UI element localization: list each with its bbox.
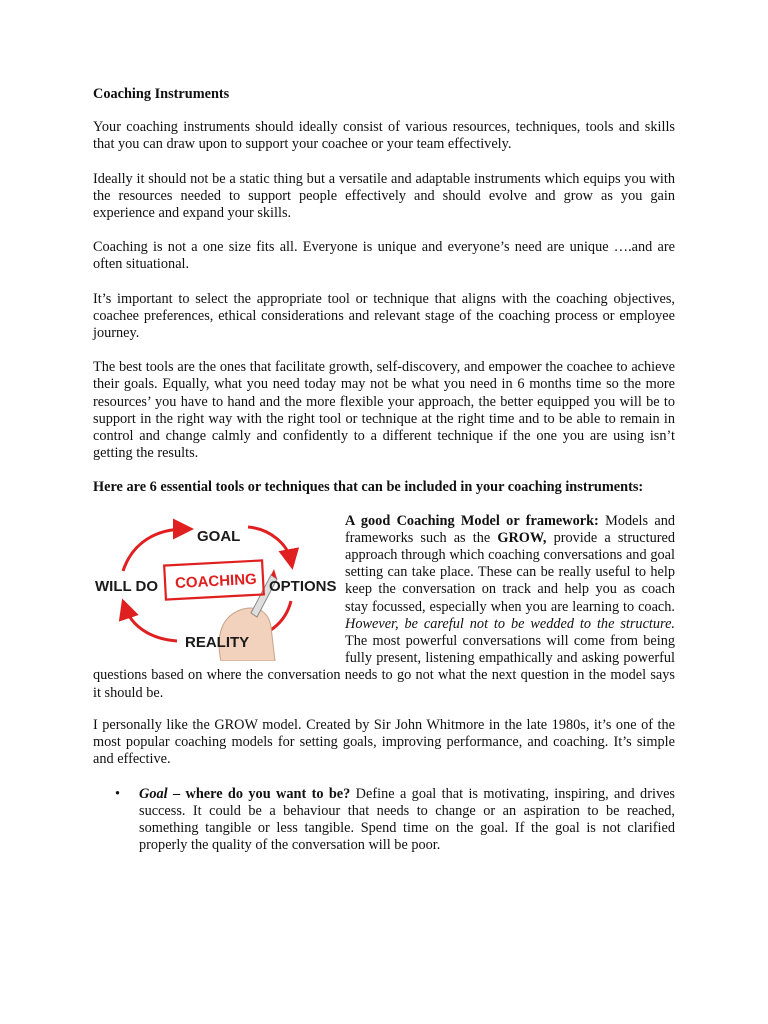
coaching-label: COACHING: [174, 570, 258, 592]
grow-steps-list: [93, 786, 675, 855]
arrow-reality-to-will-do: [125, 607, 177, 641]
paragraph-instruments: Your coaching instruments should ideally consist of various resources, techniques, tools and skills that you can draw upon to support your coachee or your team effectively.: [93, 119, 675, 153]
arrow-goal-to-options: [248, 527, 291, 561]
bullet-icon: •: [115, 785, 121, 802]
goal-question: – where do you want to be?: [167, 785, 351, 802]
model-section-text-3: The most powerful conversations will come from being fully present, listening empathically and asking powerful questions based on where the conversation needs to go not what the next question in the model says it should be.: [93, 633, 675, 701]
paragraph-select-tool: It’s important to select the appropriate tool or technique that aligns with the coaching objectives, coachee preferences, ethical considerations and relevant stage of the coaching process or employee journey.: [93, 290, 675, 342]
model-section-italic: However, be careful not to be wedded to the structure.: [345, 615, 675, 632]
document-page: [93, 86, 675, 854]
document-heading: Coaching Instruments: [93, 86, 230, 102]
model-section-text-1: Models and frameworks such as the: [345, 512, 676, 546]
paragraph-best-tools: The best tools are the ones that facilitate growth, self-discovery, and empower the coachee to achieve their goals. Equally, what you need today may not be what you need in 6 months time so the more resources’ you have to hand and the more flexible your approach, the better equipped you will be to support in the right way with the right tool or technique at the right time and to be able to remain in control and change calmly and confidently to a different technique if the one you are using isn’t getting the results.: [93, 359, 675, 462]
goal-label: GOAL: [197, 527, 241, 545]
paragraph-grow-model: I personally like the GROW model. Created by Sir John Whitmore in the late 1980s, it’s one of the most popular coaching models for setting goals, improving performance, and coaching. It’s simple and effective.: [93, 716, 675, 768]
model-section-text-2: provide a structured approach through which coaching conversations and goal setting can take place. These can be really useful to help keep the conversation on track and help you as coach stay focussed, especially when you are learning to coach.: [345, 529, 675, 615]
reality-label: REALITY: [185, 633, 250, 651]
model-section-title: A good Coaching Model or framework:: [345, 512, 599, 529]
list-item-goal: [93, 786, 675, 855]
grow-model-diagram: [93, 513, 337, 661]
goal-description: Define a goal that is motivating, inspiring, and drives success. It could be a behaviour that needs to change or an aspiration to be reached, something tangible or less tangible. Spend time on the goal. If the goal is not clarified properly the quality of the conversation will be poor.: [139, 785, 675, 854]
paragraph-one-size: Coaching is not a one size fits all. Everyone is unique and everyone’s need are unique ….and are often situational.: [93, 239, 675, 273]
model-section-grow: GROW,: [497, 529, 547, 546]
will-do-label: WILL DO: [95, 577, 159, 595]
paragraph-adaptable: Ideally it should not be a static thing but a versatile and adaptable instruments which equips you with the resources needed to support people effectively and should evolve and grow as you gain experience and expand your skills.: [93, 170, 675, 222]
goal-term: Goal: [139, 785, 168, 802]
coaching-model-section: [93, 513, 675, 702]
options-label: OPTIONS: [269, 577, 337, 595]
tools-intro: Here are 6 essential tools or techniques that can be included in your coaching instruments:: [93, 479, 644, 496]
